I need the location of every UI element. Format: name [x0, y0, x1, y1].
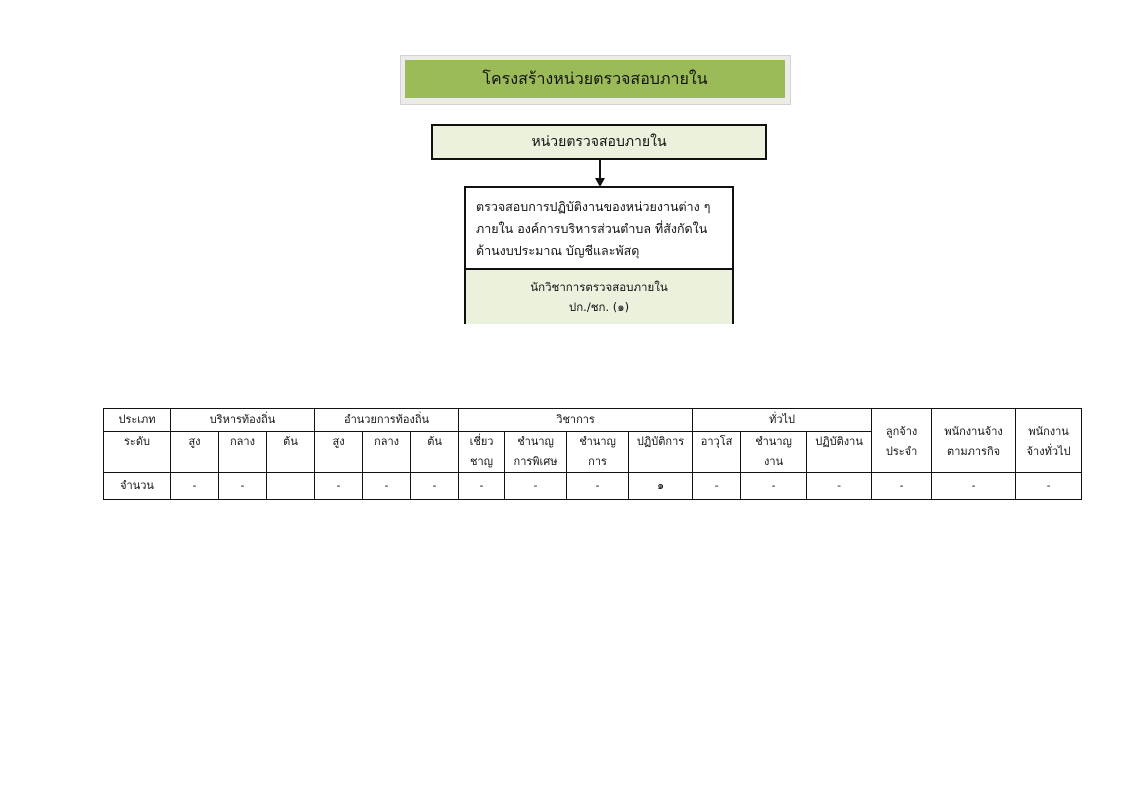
count-cell: - [505, 473, 567, 500]
count-cell: - [932, 473, 1016, 500]
count-cell: - [567, 473, 629, 500]
level-ac-special: ชำนาญ การพิเศษ [505, 432, 567, 473]
count-cell: - [363, 473, 411, 500]
level-ac-pro: ชำนาญ การ [567, 432, 629, 473]
header-general: ทั่วไป [693, 409, 872, 432]
count-cell: - [171, 473, 219, 500]
duty-box [464, 186, 734, 324]
unit-box: หน่วยตรวจสอบภายใน [431, 124, 767, 160]
level-ac-expert: เชี่ยว ชาญ [459, 432, 505, 473]
level-exec-low: ต้น [267, 432, 315, 473]
table-row [104, 409, 1082, 432]
level-gen-op: ปฏิบัติงาน [807, 432, 872, 473]
level-dir-low: ต้น [411, 432, 459, 473]
level-ac-op: ปฏิบัติการ [629, 432, 693, 473]
count-cell: ๑ [629, 473, 693, 500]
level-gen-skilled: ชำนาญ งาน [741, 432, 807, 473]
header-director: อำนวยการท้องถิ่น [315, 409, 459, 432]
level-exec-mid: กลาง [219, 432, 267, 473]
staff-position: นักวิชาการตรวจสอบภายใน [530, 280, 668, 294]
count-cell: - [411, 473, 459, 500]
staff-table [103, 408, 1082, 500]
count-cell [267, 473, 315, 500]
count-cell: - [872, 473, 932, 500]
count-cell: - [807, 473, 872, 500]
header-mission-employee: พนักงานจ้าง ตามภารกิจ [932, 409, 1016, 473]
level-dir-high: สูง [315, 432, 363, 473]
staff-count: ปก./ชก. (๑) [568, 300, 630, 314]
header-type: ประเภท [104, 409, 171, 432]
header-exec: บริหารท้องถิ่น [171, 409, 315, 432]
count-cell: - [315, 473, 363, 500]
duty-staff [466, 268, 732, 324]
count-label: จำนวน [104, 473, 171, 500]
connector-arrow-icon [592, 160, 608, 188]
count-cell: - [219, 473, 267, 500]
header-academic: วิชาการ [459, 409, 693, 432]
level-label: ระดับ [104, 432, 171, 473]
level-exec-high: สูง [171, 432, 219, 473]
count-cell: - [459, 473, 505, 500]
header-general-employee: พนักงาน จ้างทั่วไป [1016, 409, 1082, 473]
count-cell: - [1016, 473, 1082, 500]
duty-description: ตรวจสอบการปฏิบัติงานของหน่วยงานต่าง ๆ ภายใน องค์การบริหารส่วนตำบล ที่สังกัดใน ด้านงบประมาณ บัญชีและพัสดุ [476, 199, 711, 258]
header-permanent-employee: ลูกจ้าง ประจำ [872, 409, 932, 473]
level-gen-senior: อาวุโส [693, 432, 741, 473]
count-cell: - [741, 473, 807, 500]
table-row [104, 473, 1082, 500]
page-title: โครงสร้างหน่วยตรวจสอบภายใน [405, 60, 785, 98]
count-cell: - [693, 473, 741, 500]
level-dir-mid: กลาง [363, 432, 411, 473]
